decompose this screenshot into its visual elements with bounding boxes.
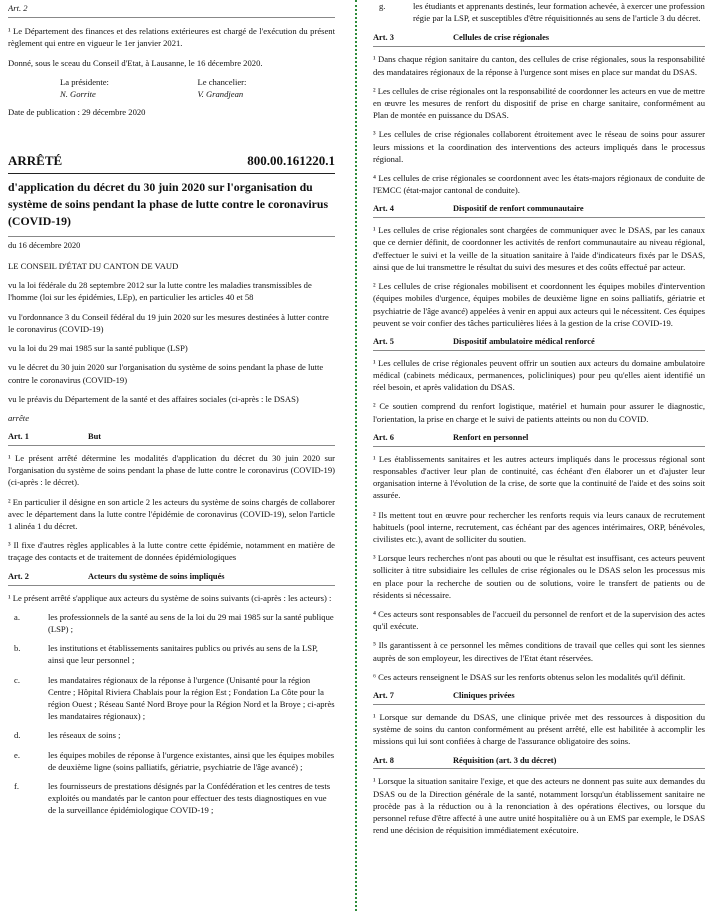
article-8-para-1: ¹ Lorsque la situation sanitaire l'exige, et que des acteurs ne donnent pas suite aux demandes du DSAS ou de la Direction générale de la santé, notamment lorsqu'un établissement sanitaire ne procède pas à la réduction ou à la renonciation à des opérations électives, ou lorsque du personnel refuse d'être affecté à une autre unité hospitalière ou à un EMS par exemple, le DSAS rend une décision de réquisition immédiatement exécutoire. — [373, 776, 705, 836]
list-item — [8, 674, 335, 723]
article-5-para-1: ¹ Les cellules de crise régionales peuvent offrir un soutien aux acteurs du domaine ambulatoire médical (cabinets médicaux, permanences, policliniques) pour peu qu'elles aient identifié un réel besoin, et après validation du DSAS. — [373, 357, 705, 393]
vu-2: vu l'ordonnance 3 du Conseil fédéral du 19 juin 2020 sur les mesures destinées à lutter contre le coronavirus (COVID-19) — [8, 311, 329, 334]
publication-date: Date de publication : 29 décembre 2020 — [8, 107, 146, 118]
list-item-text: les réseaux de soins ; — [48, 730, 121, 741]
signature-name-chancellor: V. Grandjean — [197, 89, 244, 100]
vu-5: vu le préavis du Département de la santé et des affaires sociales (ci-après : le DSAS) — [8, 393, 299, 404]
article-8-title: Réquisition (art. 3 du décret) — [453, 755, 557, 765]
article-2-heading — [8, 571, 335, 586]
article-5-title: Dispositif ambulatoire médical renforcé — [453, 336, 595, 346]
signature-name-president: N. Gorrite — [60, 89, 96, 100]
article-8-heading — [373, 755, 705, 770]
article-3-para-4: ⁴ Les cellules de crise régionales se coordonnent avec les états-majors régionaux de conduite de l'EMCC (état-major cantonal de conduite). — [373, 172, 705, 196]
arrete-word: arrête — [8, 412, 30, 423]
vu-4: vu le décret du 30 juin 2020 sur l'organisation du système de soins pendant la phase de lutte contre le coronavirus (COVID-19) — [8, 362, 324, 385]
article-3-heading — [373, 32, 705, 47]
article-3-title: Cellules de crise régionales — [453, 33, 550, 43]
article-6-heading — [373, 432, 705, 447]
arrete-title: d'application du décret du 30 juin 2020 sur l'organisation du système de soins pendant la phase de lutte contre le coronavirus (COVID-19) — [8, 179, 329, 229]
list-item-text: les équipes mobiles de réponse à l'urgence existantes, ainsi que les équipes mobiles de deuxième ligne (soins palliatifs, gériatrie, psychiatrie de l'âge avancé) ; — [48, 749, 335, 772]
list-item — [8, 749, 335, 773]
article-3-para-3: ³ Les cellules de crise régionales collaborent étroitement avec le réseau de soins pour assurer leurs missions et la coordination des interventions des acteurs impliqués dans le processus régional. — [373, 129, 705, 164]
article-1-heading — [8, 431, 335, 446]
article-1-para-1: ¹ Le présent arrêté détermine les modalités d'application du décret du 30 juin 2020 sur l'organisation du système de soins pendant la phase de lutte contre le coronavirus (COVID-19) (ci-après : le décret). — [8, 453, 335, 488]
article-4-heading — [373, 203, 705, 218]
list-item-letter: e. — [14, 749, 20, 760]
article-1-para-2: ² En particulier il désigne en son article 2 les acteurs du système de soins chargés de collaborer avec le département dans la lutte contre l'épidémie de coronavirus (COVID-19), selon l'article 1 alinéa 1 du décret. — [8, 496, 335, 532]
arrete-date: du 16 décembre 2020 — [8, 236, 335, 252]
article-6-para-4: ⁴ Ces acteurs sont responsables de l'accueil du personnel de renfort et de la supervision des actes qu'il exécute. — [373, 609, 705, 632]
article-7-heading — [373, 690, 705, 705]
signature-title-president: La présidente: — [60, 76, 109, 87]
council-name: LE CONSEIL D'ÉTAT DU CANTON DE VAUD — [8, 261, 179, 272]
vu-3: vu la loi du 29 mai 1985 sur la santé publique (LSP) — [8, 343, 188, 354]
article-3-para-1: ¹ Dans chaque région sanitaire du canton, des cellules de crise régionales, sous la responsabilité des mandataires régionaux de la réponse à l'urgence sont mises en place sur mandat du DSAS. — [373, 54, 705, 77]
article-6-number: Art. 6 — [373, 432, 394, 442]
article-1-para-3: ³ Il fixe d'autres règles applicables à la lutte contre cette épidémie, notamment en matière de traçage des contacts et de traitement de données épidémiologiques — [8, 540, 335, 563]
article-4-para-2: ² Les cellules de crise régionales mobilisent et coordonnent les équipes mobiles d'intervention (équipes mobiles d'urgence, équipes mobiles de deuxième ligne en soins palliatifs, gériatrie et psychiatrie de l'âge avancé) appelées à venir en appui aux acteurs qui le nécessitent. Ces équipes peuvent se voir confier des tâches particulières liées à la gestion de la crise COVID-19. — [373, 281, 705, 328]
art2-paragraph: ¹ Le Département des finances et des relations extérieures est chargé de l'exécution du présent règlement qui entre en vigueur le 1er janvier 2021. — [8, 26, 335, 49]
article-1-title: But — [88, 432, 102, 442]
arrete-header — [8, 152, 335, 173]
arrete-number: 800.00.161220.1 — [247, 153, 335, 169]
list-item-letter: g. — [379, 1, 386, 11]
article-5-heading — [373, 336, 705, 351]
article-6-para-1: ¹ Les établissements sanitaires et les autres acteurs impliqués dans le processus régional sont responsables d'activer leur plan de continuité, cas échéant d'en élaborer un et d'ajuster leur organisation interne à l'évolution de la crise, de sorte que la continuité de l'aide et des soins soit assurée. — [373, 453, 705, 501]
article-6-para-2: ² Ils mettent tout en œuvre pour rechercher les renforts requis via leurs canaux de recrutement habituels (pool interne, recrutement, cas échéant par des agences intérimaires, ORP, bénévoles, civilistes etc.), avant de solliciter du soutien. — [373, 509, 705, 544]
article-3-number: Art. 3 — [373, 33, 394, 43]
article-4-number: Art. 4 — [373, 204, 394, 214]
list-item-text: les étudiants et apprenants destinés, leur formation achevée, à exercer une profession régie par la LSP, et susceptibles d'être réquisitionnés au sens de l'article 3 du décret. — [413, 1, 705, 24]
list-item-letter: c. — [14, 674, 20, 685]
article-2-intro: ¹ Le présent arrêté s'applique aux acteurs du système de soins suivants (ci-après : les acteurs) : — [8, 592, 332, 603]
article-4-title: Dispositif de renfort communautaire — [453, 204, 584, 214]
list-item — [8, 642, 335, 666]
list-item-text: les professionnels de la santé au sens de la loi du 29 mai 1985 sur la santé publique (LSP) ; — [48, 611, 334, 634]
list-item-letter: a. — [14, 611, 20, 622]
list-item-letter: f. — [14, 781, 20, 792]
article-5-para-2: ² Ce soutien comprend du renfort logistique, matériel et humain pour assurer le diagnostic, l'orientation, la prise en charge et le suivi de patients atteints ou non du COVID. — [373, 401, 705, 424]
list-item-letter: d. — [14, 730, 21, 741]
arrete-label: ARRÊTÉ — [8, 153, 63, 169]
signature-title-chancellor: Le chancelier: — [197, 76, 247, 87]
list-item-text: les mandataires régionaux de la réponse à l'urgence (Unisanté pour la région Centre ; Hôpital Riviera Chablais pour la région Est ; Fondation La Côte pour la région Ouest ; Réseau Santé Nord Broye pour la Région Nord et la Broye ; ci-après les mandataires régionaux) ; — [48, 674, 335, 722]
left-column — [8, 0, 335, 911]
article-7-title: Cliniques privées — [453, 691, 515, 701]
article-6-title: Renfort en personnel — [453, 432, 529, 442]
right-column — [373, 0, 705, 911]
list-item — [8, 611, 335, 635]
article-8-number: Art. 8 — [373, 755, 394, 765]
article-3-para-2: ² Les cellules de crise régionales ont la responsabilité de coordonner les acteurs en vue de mettre en œuvre les mesures de renfort du dispositif de prise en charge sanitaire, conformément au Plan de montée en puissance du DSAS. — [373, 85, 705, 121]
article-7-number: Art. 7 — [373, 691, 394, 701]
article-4-para-1: ¹ Les cellules de crise régionales sont chargées de communiquer avec le DSAS, par les canaux que ce dernier définit, de coordonner les activités de renfort communautaire au niveau régional, d'effectuer le suivi et la veille de la situation sanitaire à l'aide d'indicateurs fixés par le DSAS, ainsi que de lui transmettre le résultat du suivi des mesures et des coûts effectué par acteur. — [373, 225, 705, 272]
list-item-text: les institutions et établissements sanitaires publics ou privés au sens de la LSP, ainsi que leur personnel ; — [48, 643, 318, 666]
article-2-number: Art. 2 — [8, 571, 29, 581]
article-1-number: Art. 1 — [8, 432, 29, 442]
list-item — [8, 729, 335, 741]
article-5-number: Art. 5 — [373, 336, 394, 346]
list-item-text: les fournisseurs de prestations désignés par la Confédération et les centres de tests exploités ou mandatés par le canton pour effectuer des tests diagnostiques en vue de la surveillance épidémiologique COVID-19 ; — [48, 781, 331, 816]
signature-names — [8, 88, 335, 100]
list-item — [373, 0, 705, 24]
article-7-para-1: ¹ Lorsque sur demande du DSAS, une clinique privée met des ressources à disposition du système de soins du canton conformément au présent arrêté, elle est habilitée à accomplir les missions qui lui sont confiées à charge de l'assurance obligatoire des soins. — [373, 711, 705, 747]
article-6-para-5: ⁵ Ils garantissent à ce personnel les mêmes conditions de travail que celles qui sont les siennes auprès de son employeur, les directives de l'Etat étant réservées. — [373, 640, 705, 663]
vu-1: vu la loi fédérale du 28 septembre 2012 sur la lutte contre les maladies transmissibles de l'homme (loi sur les épidémies, LEp), en particulier les articles 40 et 58 — [8, 280, 312, 303]
article-6-para-6: ⁶ Ces acteurs renseignent le DSAS sur les renforts obtenus selon les modalités qu'il définit. — [373, 671, 686, 682]
signature-titles — [8, 76, 335, 88]
article-2-title: Acteurs du système de soins impliqués — [88, 571, 225, 581]
article-6-para-3: ³ Lorsque leurs recherches n'ont pas abouti ou que le résultat est insuffisant, ces acteurs peuvent solliciter à titre subsidiaire les cellules de crise régionales ou le DSAS selon les processus mis en place pour la recherche de soutien ou de solutions, voire le transfert de patients ou de résidents si nécessaire. — [373, 553, 705, 600]
list-item-letter: b. — [14, 643, 21, 654]
given-statement: Donné, sous le sceau du Conseil d'Etat, à Lausanne, le 16 décembre 2020. — [8, 57, 263, 68]
header-article-label: Art. 2 — [8, 2, 335, 18]
list-item — [8, 780, 335, 817]
column-divider — [355, 0, 357, 911]
